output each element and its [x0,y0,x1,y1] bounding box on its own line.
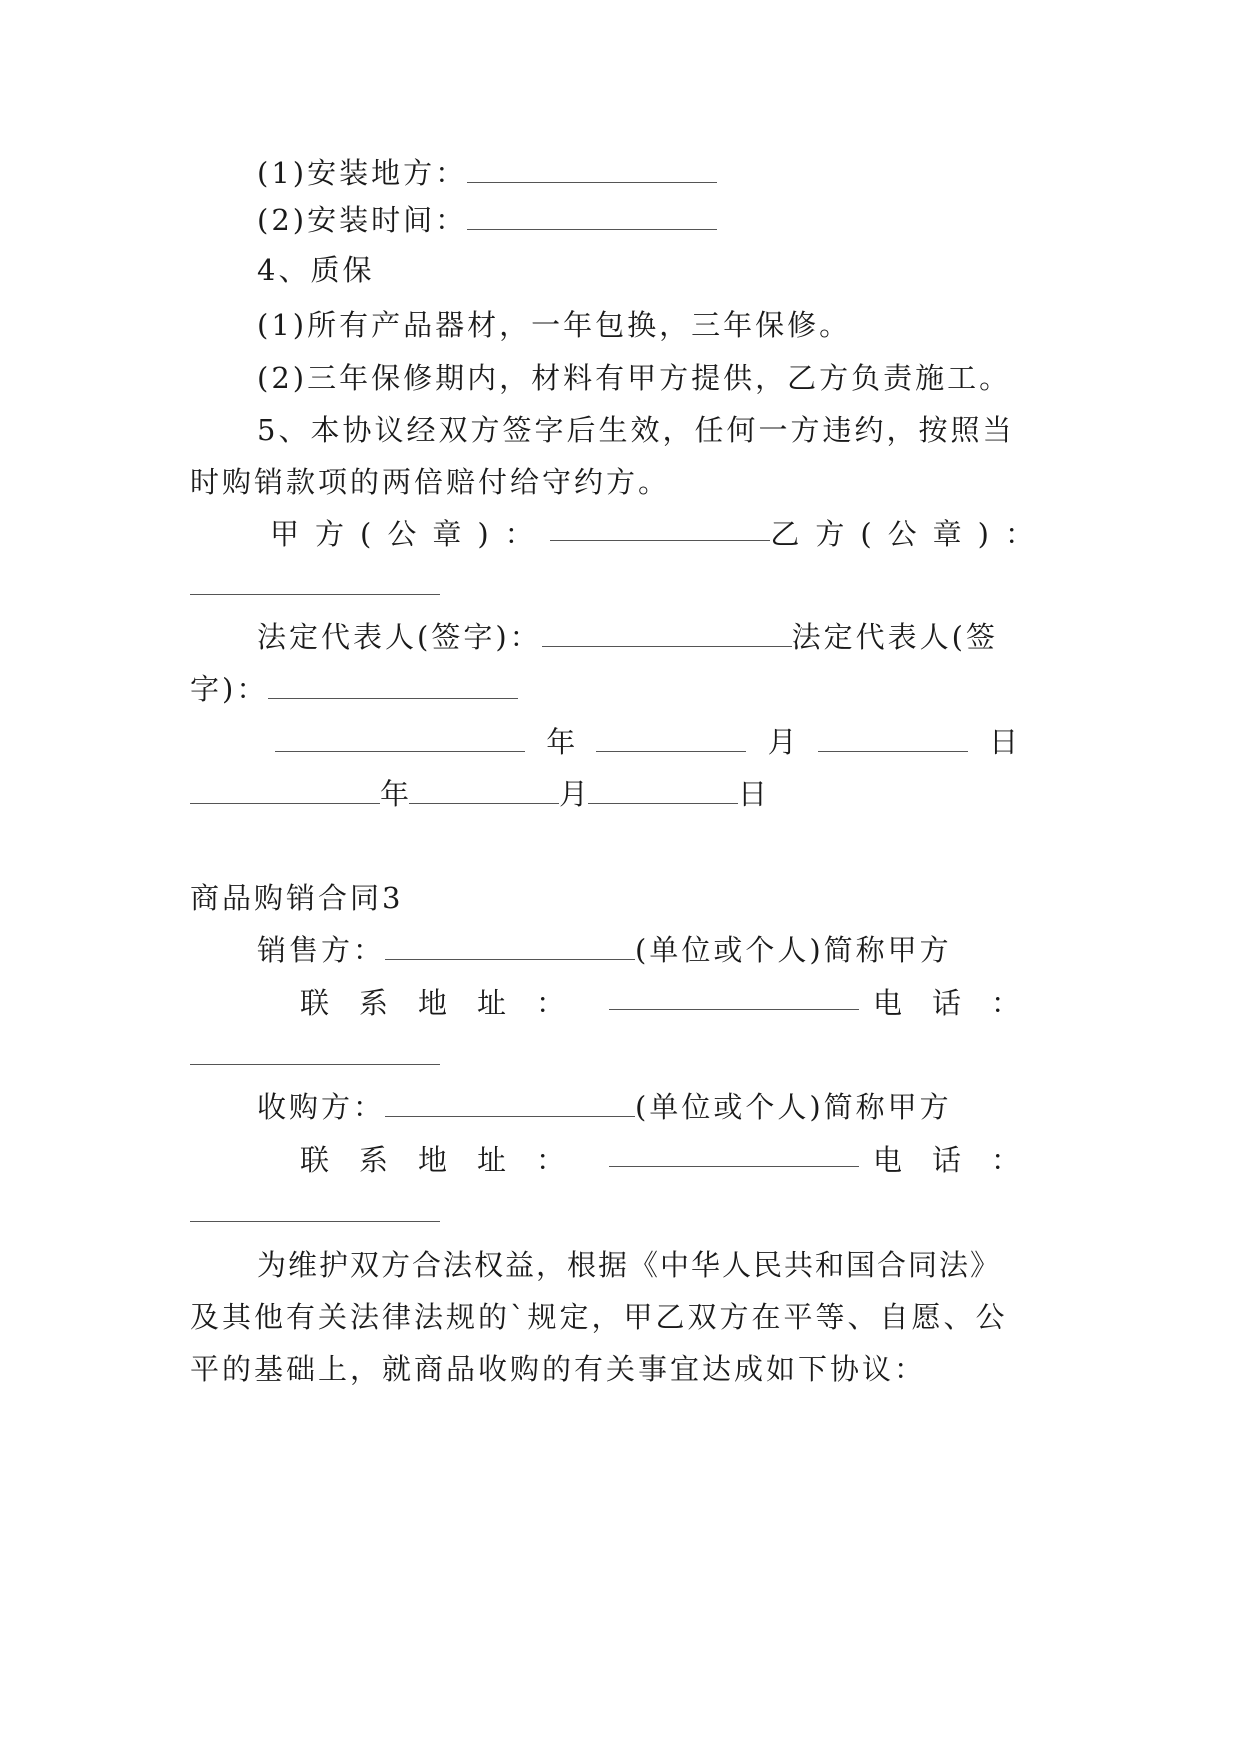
intro-paragraph-line-3: 平的基础上，就商品收购的有关事宜达成如下协议： [190,1352,927,1386]
legal-rep-line [190,617,1117,657]
seller-address-blank[interactable] [609,983,859,1010]
install-location-line [190,153,1117,193]
seller-label: 销售方： [257,933,386,967]
buyer-phone-label: 电话： [872,1143,1050,1177]
install-time-blank[interactable] [467,203,717,230]
seller-line [190,930,1117,970]
buyer-address-blank[interactable] [609,1140,859,1167]
contract-3-heading: 商品购销合同3 [190,881,404,915]
party-a-rep-blank[interactable] [542,620,792,647]
buyer-contact-line [190,1140,1050,1180]
date-b-month-blank[interactable] [409,777,559,804]
date-a-day-label: 日 [989,725,1019,759]
party-a-seal-label: 甲方(公章)： [270,517,550,551]
install-time-line [190,200,1117,240]
intro-paragraph-line-2: 及其他有关法律法规的`规定，甲乙双方在平等、自愿、公 [190,1300,1008,1334]
seller-unit-note: (单位或个人)简称甲方 [635,933,952,967]
date-a-month-blank[interactable] [596,725,746,752]
party-a-seal-blank[interactable] [550,514,771,541]
date-b-year-label: 年 [380,777,410,811]
date-line-a [190,722,1050,762]
buyer-blank[interactable] [385,1090,635,1117]
install-location-blank[interactable] [467,156,717,183]
party-b-rep-label: 法定代表人(签 [791,620,998,654]
date-a-day-blank[interactable] [818,725,968,752]
buyer-address-label: 联系地址： [300,1143,596,1177]
install-location-label: (1)安装地方： [257,156,468,190]
party-a-rep-label: 法定代表人(签字)： [257,620,542,654]
seller-address-label: 联系地址： [300,986,596,1020]
buyer-phone-line [190,1192,1050,1232]
date-a-month-label: 月 [767,725,797,759]
warranty-heading: 4、质保 [257,253,375,287]
buyer-line [190,1087,1117,1127]
party-b-rep-line [190,669,1050,709]
intro-paragraph-line-1: 为维护双方合法权益，根据《中华人民共和国合同法》 [257,1248,1002,1282]
warranty-clause-1: (1)所有产品器材，一年包换，三年保修。 [257,308,852,342]
party-b-rep-label-end: 字)： [190,672,269,706]
buyer-unit-note: (单位或个人)简称甲方 [635,1090,952,1124]
seller-contact-line [190,983,1050,1023]
date-b-day-blank[interactable] [588,777,738,804]
clause-5-line-2: 时购销款项的两倍赔付给守约方。 [190,465,671,499]
seller-phone-blank[interactable] [190,1038,440,1065]
seller-phone-label: 电话： [872,986,1050,1020]
buyer-phone-blank[interactable] [190,1195,440,1222]
date-a-year-label: 年 [546,725,576,759]
clause-5-line-1: 5、本协议经双方签字后生效，任何一方违约，按照当 [257,413,1015,447]
warranty-clause-2: (2)三年保修期内，材料有甲方提供，乙方负责施工。 [257,361,1012,395]
seller-blank[interactable] [385,933,635,960]
date-line-b [190,774,1050,814]
install-time-label: (2)安装时间： [257,203,468,237]
seller-phone-line [190,1035,1050,1075]
date-b-day-label: 日 [738,777,768,811]
date-b-year-blank[interactable] [190,777,380,804]
date-a-year-blank[interactable] [275,725,525,752]
party-b-seal-line [190,565,1050,605]
date-b-month-label: 月 [559,777,589,811]
party-b-seal-label: 乙方(公章)： [770,517,1050,551]
seal-line [190,514,1050,554]
party-b-rep-blank[interactable] [268,672,518,699]
buyer-label: 收购方： [257,1090,386,1124]
party-b-seal-blank[interactable] [190,568,440,595]
